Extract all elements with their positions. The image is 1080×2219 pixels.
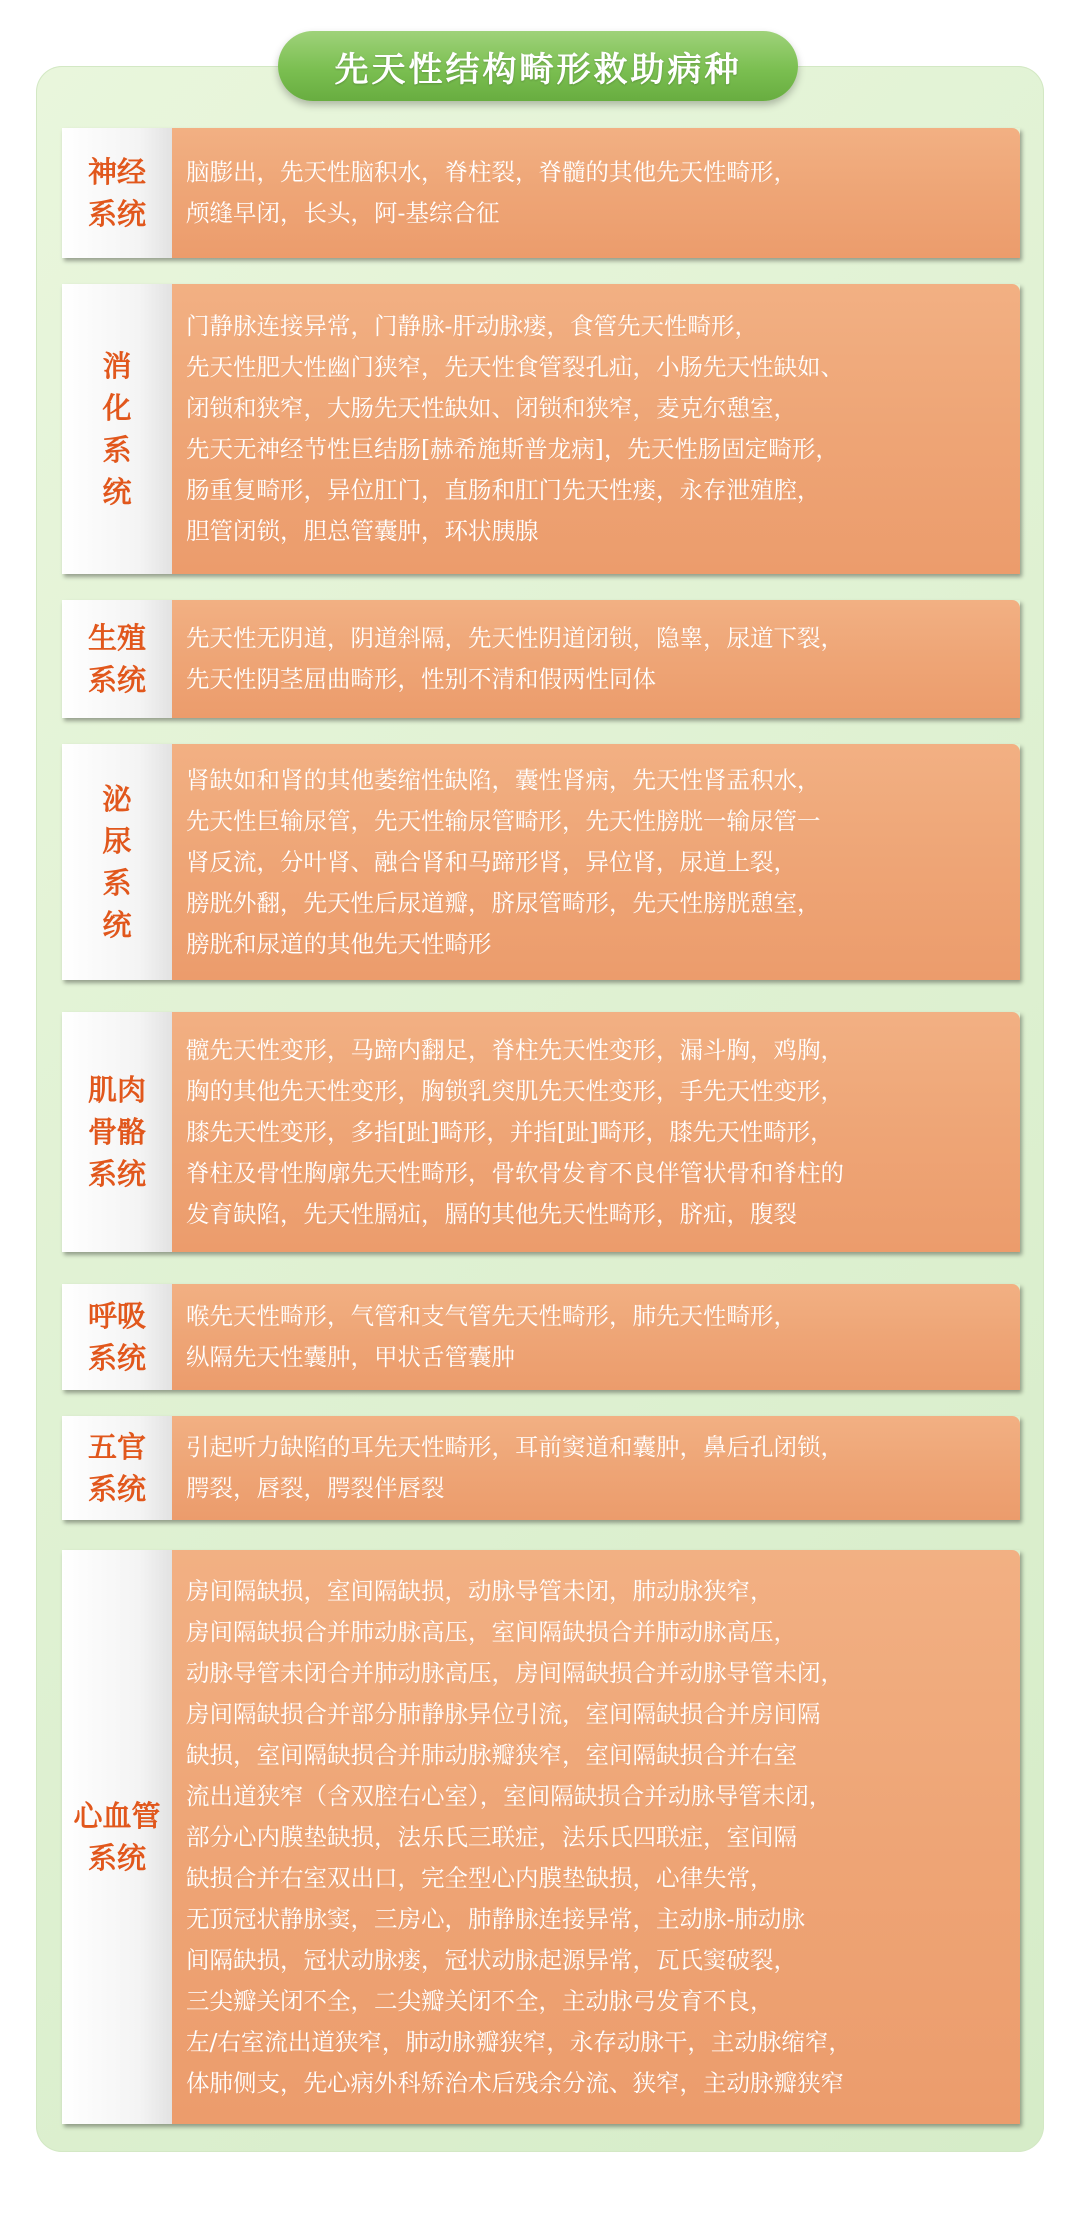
category-label [62,1012,172,1252]
category-label-text: 泌 尿 系 统 [102,782,132,942]
disease-list [172,284,1020,574]
category-label [62,600,172,718]
category-label-text: 神经 系统 [87,155,146,231]
category-row-digestive [62,284,1020,574]
category-row-urinary [62,744,1020,980]
category-label [62,284,172,574]
category-label [62,1550,172,2124]
disease-list-text: 房间隔缺损，室间隔缺损，动脉导管未闭，肺动脉狭窄， 房间隔缺损合并肺动脉高压，室间隔缺损合并肺动脉高压， 动脉导管未闭合并肺动脉高压，房间隔缺损合并动脉导管未闭， 房间隔缺损合并部分肺静脉异位引流，室间隔缺损合并房间隔 缺损，室间隔缺损合并肺动脉瓣狭窄，室间隔缺损合并右室 流出道狭窄（含双腔右心室），室间隔缺损合并动脉导管未闭， 部分心内膜垫缺损，法乐氏三联症，法乐氏四联症，室间隔 缺损合并右室双出口，完全型心内膜垫缺损，心律失常， 无顶冠状静脉窦，三房心，肺静脉连接异常，主动脉-肺动脉 间隔缺损，冠状动脉瘘，冠状动脉起源异常，瓦氏窦破裂， 三尖瓣关闭不全，二尖瓣关闭不全，主动脉弓发育不良， 左/右室流出道狭窄，肺动脉瓣狭窄，永存动脉干，主动脉缩窄， 体肺侧支，先心病外科矫治术后残余分流、狭窄，主动脉瓣狭窄 [186,1576,852,2097]
category-row-respiratory [62,1284,1020,1390]
page-title: 先天性结构畸形救助病种 [334,49,742,90]
category-label [62,128,172,258]
category-label-text: 呼吸 系统 [87,1299,146,1375]
disease-list [172,128,1020,258]
category-label [62,1416,172,1520]
category-label-text: 肌肉 骨骼 系统 [87,1073,146,1191]
disease-list-text: 肾缺如和肾的其他萎缩性缺陷，囊性肾病，先天性肾盂积水， 先天性巨输尿管，先天性输尿管畸形，先天性膀胱一输尿管一 肾反流，分叶肾、融合肾和马蹄形肾，异位肾，尿道上裂， 膀胱外翻，先天性后尿道瓣，脐尿管畸形，先天性膀胱憩室， 膀胱和尿道的其他先天性畸形 [186,765,821,958]
disease-list-text: 髋先天性变形，马蹄内翻足，脊柱先天性变形，漏斗胸，鸡胸， 胸的其他先天性变形，胸锁乳突肌先天性变形，手先天性变形， 膝先天性变形，多指[趾]畸形，并指[趾]畸形，膝先天性畸形， 脊柱及骨性胸廓先天性畸形，骨软骨发育不良伴管状骨和脊柱的 发育缺陷，先天性膈疝，膈的其他先天性畸形，脐疝，腹裂 [186,1035,844,1228]
category-label-text: 心血管 系统 [73,1799,161,1875]
disease-list [172,1284,1020,1390]
category-label [62,1284,172,1390]
category-label [62,744,172,980]
category-row-cardiovascular [62,1550,1020,2124]
category-label-text: 消 化 系 统 [102,349,132,509]
disease-list-text: 先天性无阴道，阴道斜隔，先天性阴道闭锁，隐睾，尿道下裂， 先天性阴茎屈曲畸形，性别不清和假两性同体 [186,624,844,693]
category-label-text: 生殖 系统 [87,621,146,697]
category-row-facial [62,1416,1020,1520]
category-row-reproductive [62,600,1020,718]
disease-list-text: 脑膨出，先天性脑积水，脊柱裂，脊髓的其他先天性畸形， 颅缝早闭，长头，阿-基综合征 [186,158,797,227]
disease-list [172,600,1020,718]
disease-list [172,744,1020,980]
disease-list [172,1012,1020,1252]
disease-list [172,1550,1020,2124]
disease-list-text: 门静脉连接异常，门静脉-肝动脉瘘，食管先天性畸形， 先天性肥大性幽门狭窄，先天性食管裂孔疝，小肠先天性缺如、 闭锁和狭窄，大肠先天性缺如、闭锁和狭窄，麦克尔憩室， 先天无神经节性巨结肠[赫希施斯普龙病]，先天性肠固定畸形， 肠重复畸形，异位肛门，直肠和肛门先天性瘘，永存泄殖腔， 胆管闭锁，胆总管囊肿，环状胰腺 [186,312,844,545]
category-label-text: 五官 系统 [87,1430,146,1506]
disease-list-text: 喉先天性畸形，气管和支气管先天性畸形，肺先天性畸形， 纵隔先天性囊肿，甲状舌管囊肿 [186,1302,797,1371]
disease-list [172,1416,1020,1520]
category-row-nervous [62,128,1020,258]
disease-list-text: 引起听力缺陷的耳先天性畸形，耳前窦道和囊肿，鼻后孔闭锁， 腭裂，唇裂，腭裂伴唇裂 [186,1433,844,1502]
title-banner [278,31,798,101]
category-row-musculoskeletal [62,1012,1020,1252]
